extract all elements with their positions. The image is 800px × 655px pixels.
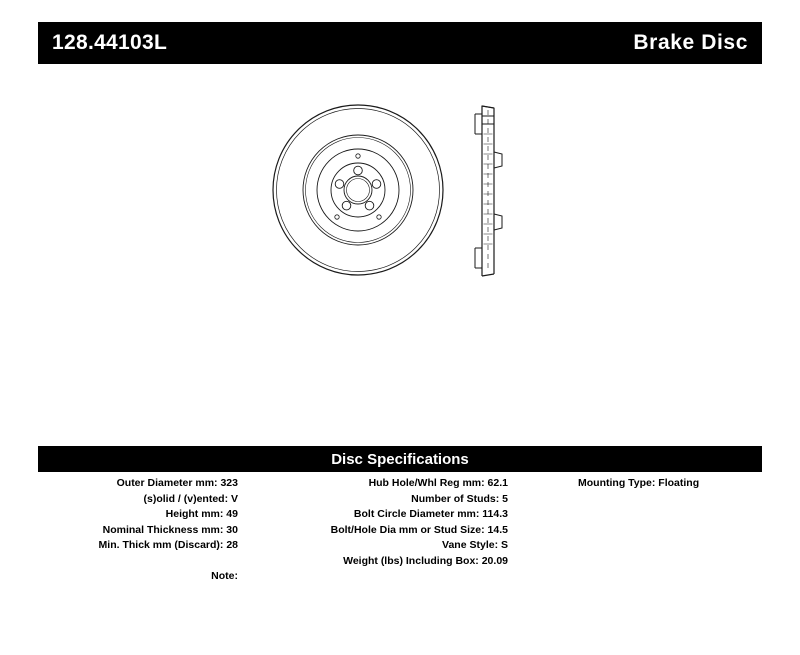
specs-column-left: [38, 476, 238, 554]
specs-title: Disc Specifications: [331, 450, 469, 468]
specs-column-right: [538, 476, 762, 492]
spec-item: Height mm: 49: [165, 508, 238, 521]
spec-item: (s)olid / (v)ented: V: [143, 492, 238, 505]
part-number: 128.44103L: [52, 31, 168, 54]
spec-item: Hub Hole/Whl Reg mm: 62.1: [368, 477, 508, 489]
product-drawing: [270, 90, 560, 290]
specs-title-bar: [38, 446, 762, 472]
note-label: Note:: [211, 570, 238, 582]
spec-item: Bolt Circle Diameter mm: 114.3: [353, 508, 508, 521]
spec-item: Number of Studs: 5: [411, 492, 508, 505]
spec-item: Vane Style: S: [442, 539, 508, 552]
brake-rotor-face-view: [273, 105, 443, 275]
spec-item: Outer Diameter mm: 323: [116, 477, 238, 489]
page-title: Brake Disc: [633, 31, 748, 54]
spec-item: Min. Thick mm (Discard): 28: [98, 539, 238, 552]
specs-column-middle: [248, 476, 508, 570]
spec-item: Nominal Thickness mm: 30: [102, 523, 238, 536]
spec-item: Mounting Type: Floating: [578, 477, 700, 489]
spec-item: Weight (lbs) Including Box: 20.09: [343, 554, 508, 567]
spec-item: Bolt/Hole Dia mm or Stud Size: 14.5: [330, 523, 508, 536]
header-bar: [38, 22, 762, 64]
brake-rotor-cross-section-view: [475, 106, 502, 276]
specs-table: [38, 476, 762, 566]
